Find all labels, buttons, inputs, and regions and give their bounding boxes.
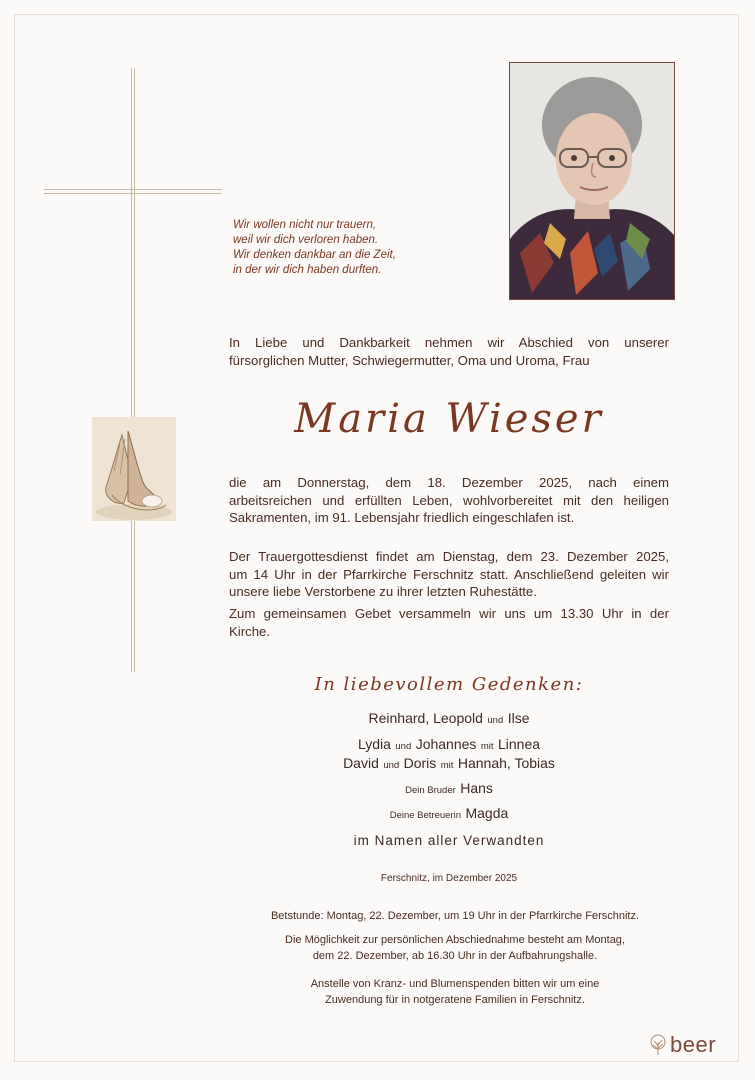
paragraph-line: arbeitsreichen und erfüllten Leben, wohlvorbereitet mit den heiligen: [229, 492, 669, 508]
mourner-line: [229, 736, 669, 754]
memory-heading: In liebevollem Gedenken:: [314, 674, 584, 695]
funeral-home-logo: [648, 1030, 716, 1060]
mourner-names: Ilse: [507, 710, 530, 726]
mourner-line: [229, 805, 669, 823]
mourner-names: Hans: [460, 780, 493, 796]
death-announcement-paragraph: [229, 474, 669, 527]
notice-line: Die Möglichkeit zur persönlichen Abschiednahme besteht am Montag,: [285, 934, 625, 946]
connector-word: und: [395, 741, 412, 752]
mourner-line: [229, 755, 669, 773]
deceased-name: Maria Wieser: [294, 396, 604, 442]
notice-line: Zuwendung für in notgeratene Familien in Ferschnitz.: [325, 994, 585, 1006]
paragraph-line: Sakramenten, im 91. Lebensjahr friedlich eingeschlafen ist.: [229, 510, 575, 525]
prayer-gathering-paragraph: [229, 605, 669, 640]
paragraph-line: Der Trauergottesdienst findet am Dienstag, dem 23. Dezember 2025,: [229, 549, 669, 564]
donation-notice: [160, 976, 750, 1008]
notice-line: Anstelle von Kranz- und Blumenspenden bitten wir um eine: [310, 978, 600, 990]
paragraph-line: Zum gemeinsamen Gebet versammeln wir uns um 13.30 Uhr in der: [229, 606, 669, 621]
relation-label: Dein Bruder: [405, 785, 456, 796]
mourner-names: Lydia: [357, 736, 391, 752]
quote-line: Wir denken dankbar an die Zeit,: [233, 249, 396, 261]
mourner-names: Hannah, Tobias: [457, 755, 555, 771]
cross-horizontal-beam: [44, 189, 222, 194]
relation-label: Deine Betreuerin: [389, 810, 462, 821]
intro-line: In Liebe und Dankbarkeit nehmen wir Abschied von unserer: [229, 335, 669, 350]
mourner-names: Johannes: [415, 736, 477, 752]
connector-word: und: [383, 760, 400, 771]
cross-vertical-beam: [131, 68, 135, 672]
place-date: Ferschnitz, im Dezember 2025: [380, 873, 518, 884]
paragraph-line: Kirche.: [229, 623, 271, 639]
quote-line: weil wir dich verloren haben.: [233, 234, 379, 246]
mourner-names: Doris: [403, 755, 437, 771]
prayer-hour-notice: Betstunde: Montag, 22. Dezember, um 19 Uhr in der Pfarrkirche Ferschnitz.: [270, 910, 640, 922]
quote-line: Wir wollen nicht nur trauern,: [233, 219, 377, 231]
mourner-names: Linnea: [497, 736, 541, 752]
memorial-quote: [233, 218, 493, 278]
tree-icon: [648, 1034, 668, 1056]
mourner-line: [229, 710, 669, 728]
farewell-notice: [160, 932, 750, 964]
mourner-names: David: [343, 755, 379, 771]
mourner-names: Magda: [465, 805, 509, 821]
quote-line: in der wir dich haben durften.: [233, 264, 382, 276]
logo-text: beer: [670, 1032, 717, 1057]
paragraph-line: um 14 Uhr in der Pfarrkirche Ferschnitz statt. Anschließend geleiten wir: [229, 566, 669, 582]
mourner-line: [229, 780, 669, 798]
funeral-service-paragraph: [229, 548, 669, 601]
mourner-names: Reinhard, Leopold: [368, 710, 483, 726]
connector-word: und: [487, 715, 504, 726]
connector-word: mit: [480, 741, 494, 752]
intro-text: [229, 334, 669, 369]
notice-line: dem 22. Dezember, ab 16.30 Uhr in der Aufbahrungshalle.: [312, 950, 598, 962]
relatives-line: im Namen aller Verwandten: [353, 833, 545, 848]
paragraph-line: unsere liebe Verstorbene zu ihrer letzten Ruhestätte.: [229, 584, 537, 599]
praying-hands-image: [92, 417, 176, 521]
paragraph-line: die am Donnerstag, dem 18. Dezember 2025, nach einem: [229, 475, 669, 490]
portrait-photo: [509, 62, 675, 300]
connector-word: mit: [440, 760, 454, 771]
intro-line: fürsorglichen Mutter, Schwiegermutter, Oma und Uroma, Frau: [229, 352, 590, 368]
